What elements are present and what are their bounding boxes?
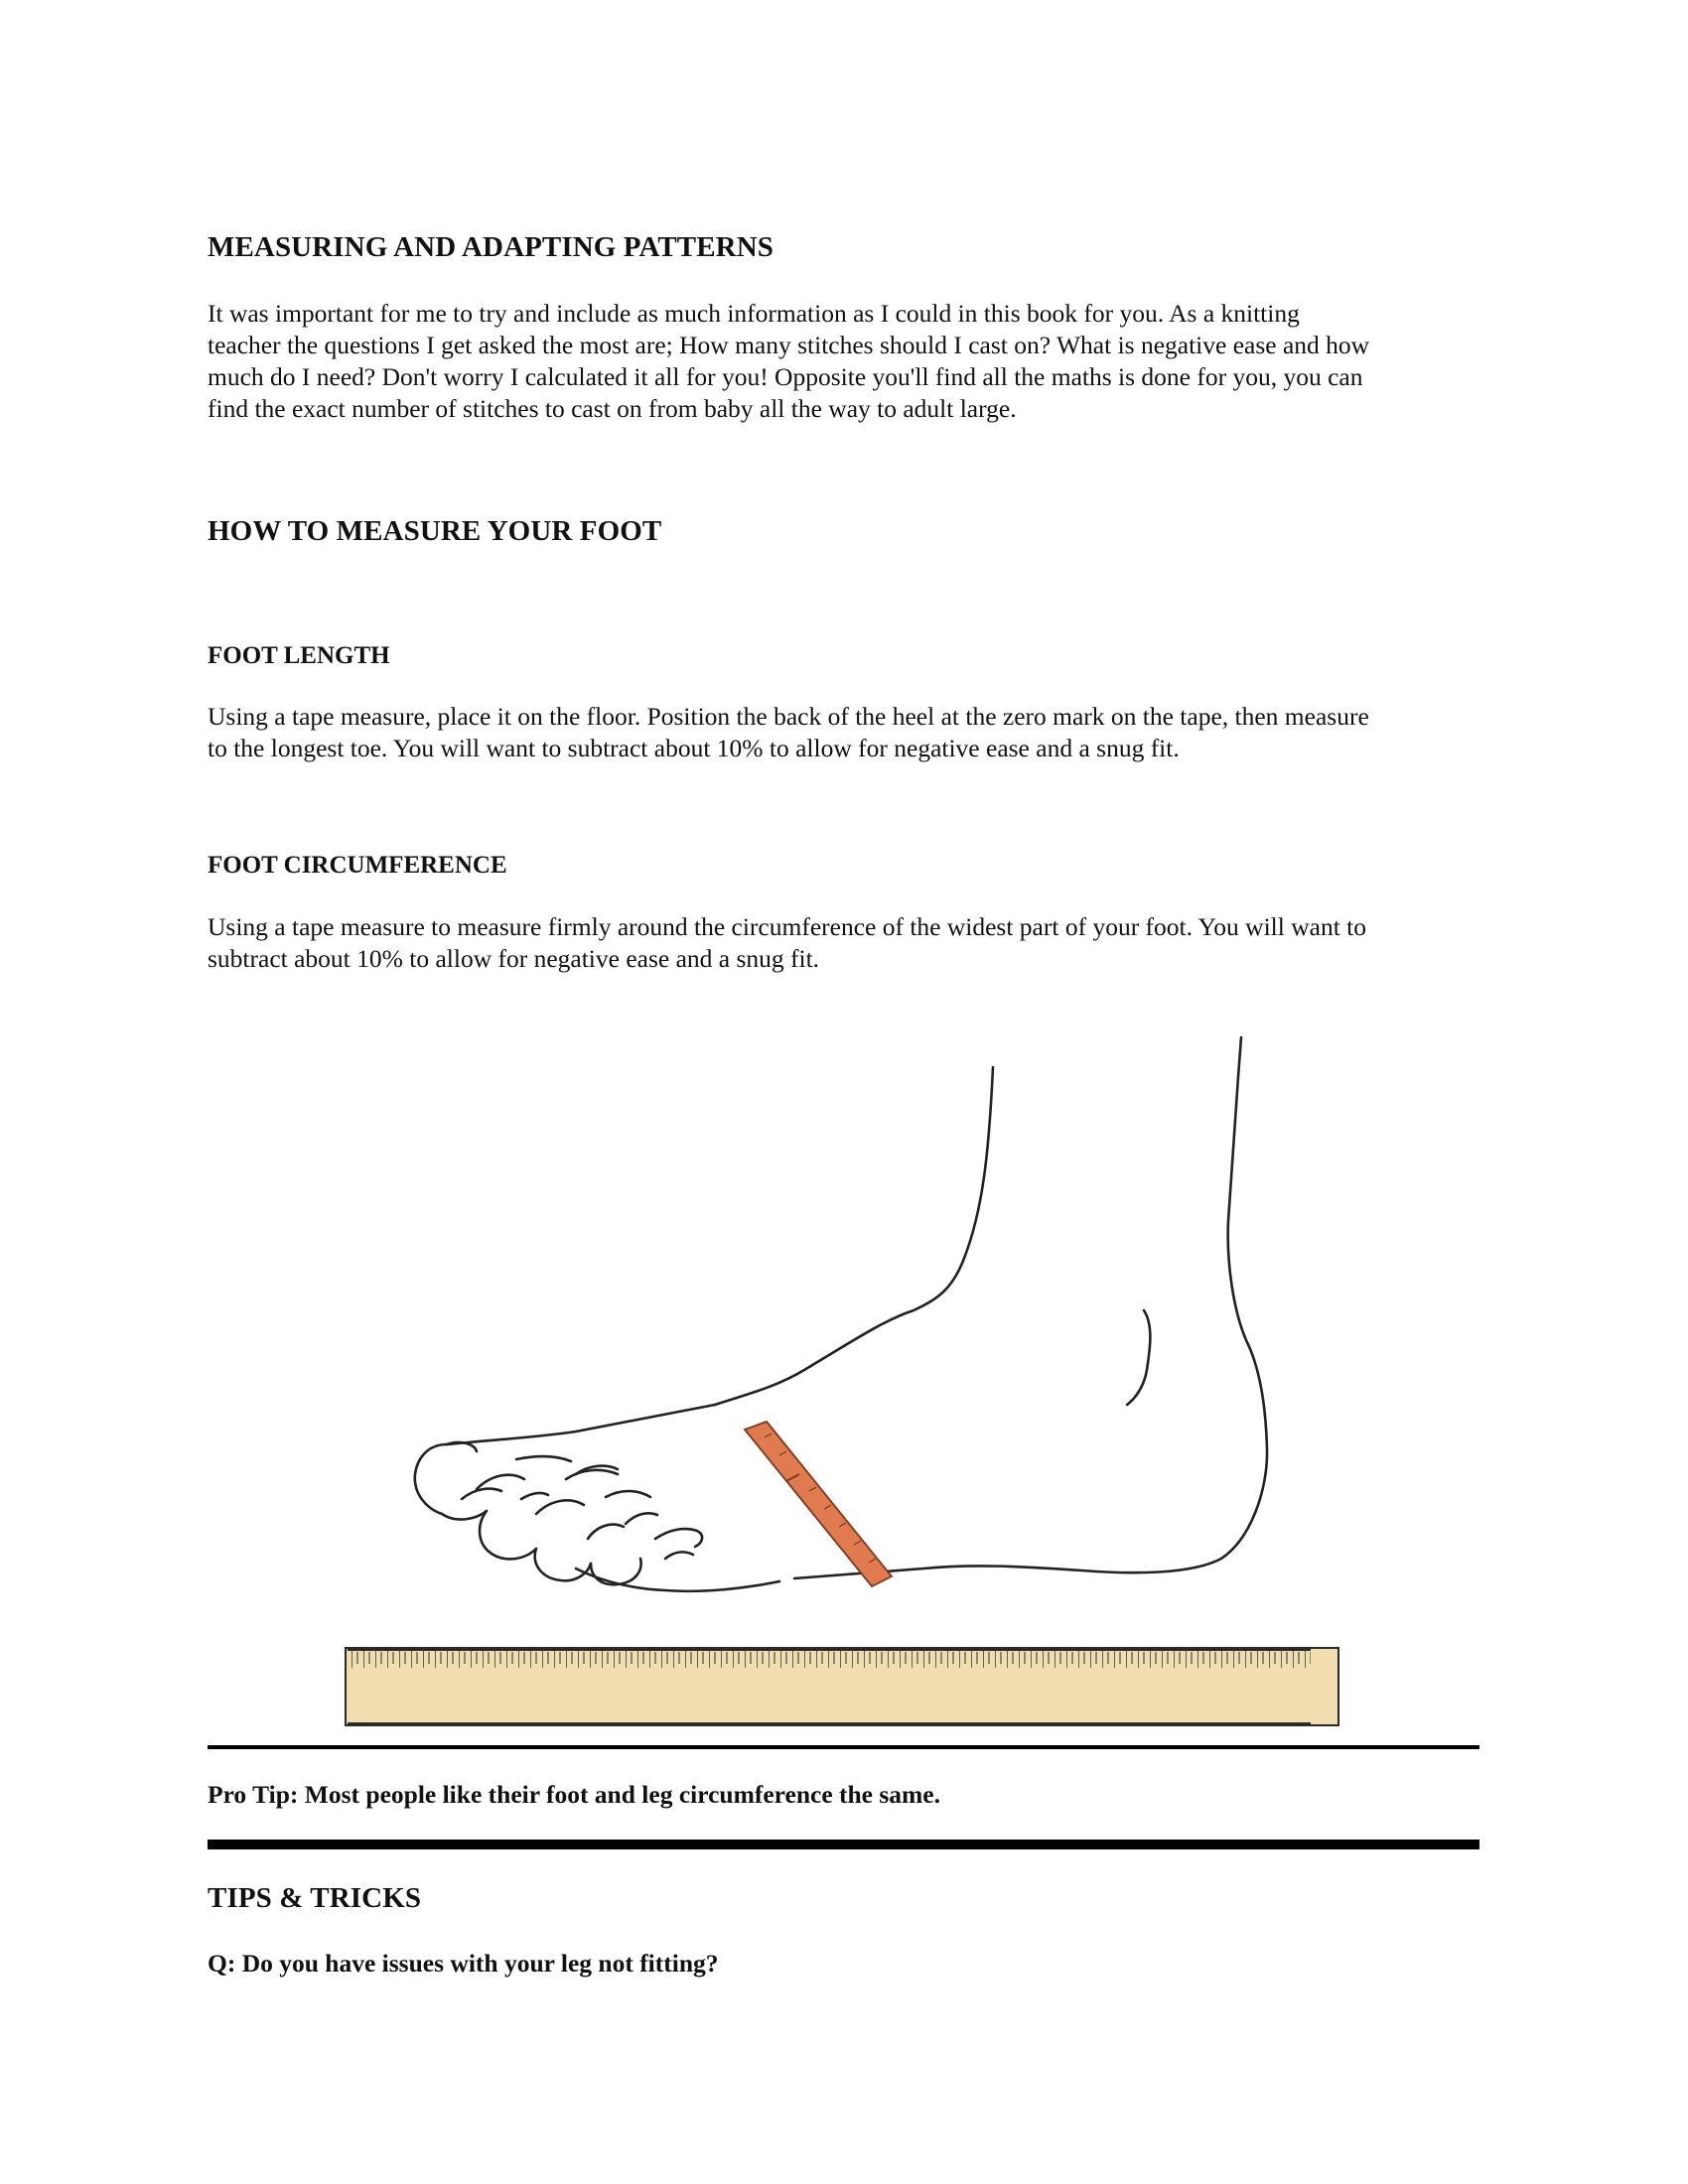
- measuring-paragraph: [208, 298, 1498, 425]
- divider-top: [208, 1745, 1479, 1749]
- foot-length-paragraph: [208, 701, 1498, 764]
- paragraph-line: Using a tape measure, place it on the floor. Position the back of the heel at the zero mark on the tape, then measure: [208, 702, 1369, 731]
- pro-tip: Pro Tip: Most people like their foot and leg circumference the same.: [208, 1780, 940, 1809]
- tips-question: Q: Do you have issues with your leg not fitting?: [208, 1949, 719, 1978]
- section-title-how-to-measure: HOW TO MEASURE YOUR FOOT: [208, 515, 662, 547]
- ruler: [346, 1648, 1338, 1725]
- paragraph-line: subtract about 10% to allow for negative ease and a snug fit.: [208, 944, 820, 973]
- divider-bottom: [208, 1840, 1479, 1849]
- section-title-measuring: MEASURING AND ADAPTING PATTERNS: [208, 231, 774, 263]
- foot-circumference-paragraph: [208, 911, 1498, 975]
- paragraph-line: to the longest toe. You will want to subtract about 10% to allow for negative ease and a snug fit.: [208, 734, 1180, 762]
- paragraph-line: teacher the questions I get asked the most are; How many stitches should I cast on? What is negative ease and how: [208, 331, 1370, 359]
- foot-illustration: [328, 1023, 1360, 1737]
- paragraph-line: Using a tape measure to measure firmly around the circumference of the widest part of your foot. You will want to: [208, 912, 1366, 941]
- section-title-tips: TIPS & TRICKS: [208, 1882, 422, 1914]
- paragraph-line: It was important for me to try and include as much information as I could in this book for you. As a knitting: [208, 299, 1300, 328]
- subsection-title-foot-length: FOOT LENGTH: [208, 642, 390, 669]
- paragraph-line: much do I need? Don't worry I calculated it all for you! Opposite you'll find all the maths is done for you, you can: [208, 362, 1363, 391]
- subsection-title-foot-circumference: FOOT CIRCUMFERENCE: [208, 852, 507, 879]
- paragraph-line: find the exact number of stitches to cast on from baby all the way to adult large.: [208, 394, 1017, 423]
- foot-outline: [415, 1037, 1267, 1591]
- tape-band: [745, 1422, 892, 1586]
